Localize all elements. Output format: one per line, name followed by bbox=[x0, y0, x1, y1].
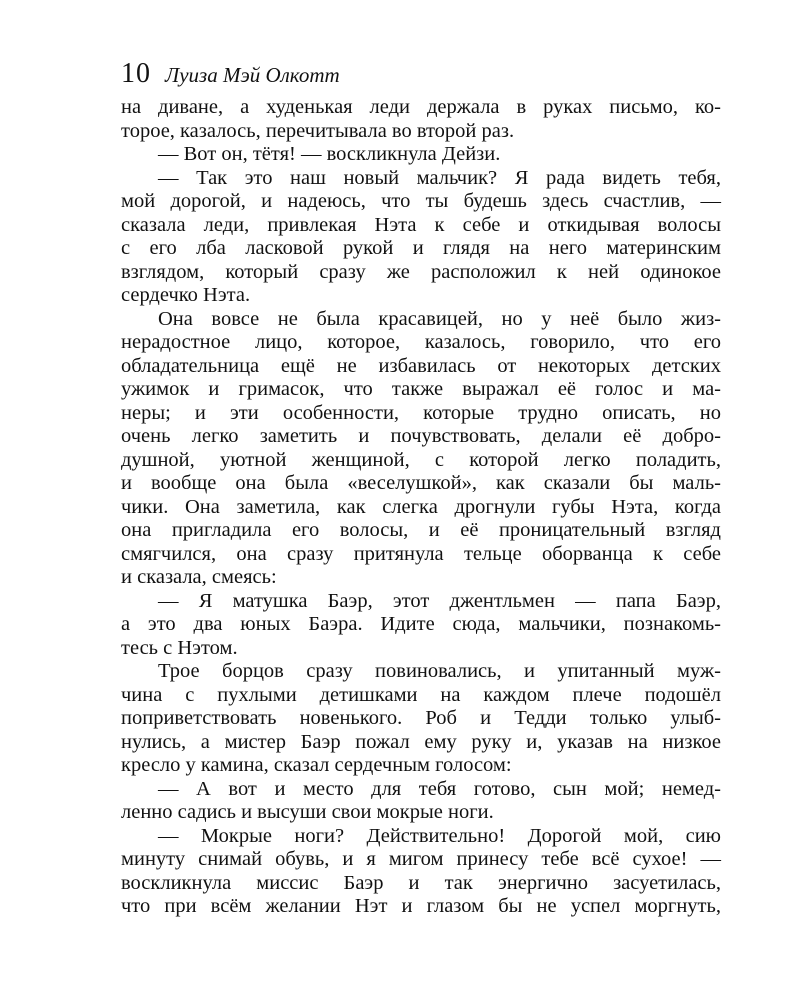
text-line: ленно садись и высуши свои мокрые ноги. bbox=[121, 801, 494, 823]
text-line: и вообще она была «веселушкой», как сказали бы маль- bbox=[121, 472, 721, 494]
text-line: сказала леди, привлекая Нэта к себе и откидывая волосы bbox=[121, 213, 721, 236]
text-line: минуту снимай обувь, и я мигом принесу тебе всё сухое! — bbox=[121, 848, 721, 870]
text-line: — Вот он, тётя! — воскликнула Дейзи. bbox=[158, 143, 501, 165]
text-line: нулись, а мистер Баэр пожал ему руку и, указав на низкое bbox=[121, 730, 721, 753]
text-line: Она вовсе не была красавицей, но у неё было жиз- bbox=[158, 307, 721, 330]
text-line: — Я матушка Баэр, этот джентльмен — папа Баэр, bbox=[158, 589, 721, 612]
text-line: кресло у камина, сказал сердечным голосом: bbox=[121, 754, 512, 776]
text-line: что при всём желании Нэт и глазом бы не успел моргнуть, bbox=[121, 895, 721, 917]
text-line: чина с пухлыми детишками на каждом плече подошёл bbox=[121, 683, 721, 706]
text-line: с его лба ласковой рукой и глядя на него материнским bbox=[121, 237, 721, 259]
text-line: нерадостное лицо, которое, казалось, говорило, что его bbox=[121, 331, 721, 353]
text-line: душной, уютной женщиной, с которой легко поладить, bbox=[121, 448, 721, 471]
text-line: Трое борцов сразу повиновались, и упитанный муж- bbox=[158, 660, 721, 682]
text-line: на диване, а худенькая леди держала в руках письмо, ко- bbox=[121, 96, 721, 118]
text-line: — Мокрые ноги? Действительно! Дорогой мой, сию bbox=[158, 824, 721, 847]
text-line: сердечко Нэта. bbox=[121, 284, 251, 306]
running-head bbox=[121, 58, 340, 90]
text-line: обладательница ещё не избавилась от некоторых детских bbox=[121, 354, 721, 377]
text-line: ужимок и гримасок, что также выражал её голос и ма- bbox=[121, 378, 721, 400]
text-line: торое, казалось, перечитывала во второй раз. bbox=[121, 119, 515, 142]
text-line: очень легко заметить и почувствовать, делали её добро- bbox=[121, 425, 721, 447]
text-line: смягчился, она сразу притянула тельце оборванца к себе bbox=[121, 542, 721, 565]
page-number: 10 bbox=[121, 58, 151, 89]
text-line: — Так это наш новый мальчик? Я рада видеть тебя, bbox=[158, 166, 721, 189]
body-text bbox=[121, 96, 721, 919]
text-line: взглядом, который сразу же расположил к ней одинокое bbox=[121, 260, 721, 283]
text-line: мой дорогой, и надеюсь, что ты будешь здесь счастлив, — bbox=[121, 190, 721, 212]
book-author-header: Луиза Мэй Олкотт bbox=[165, 63, 340, 87]
text-line: неры; и эти особенности, которые трудно описать, но bbox=[121, 401, 721, 424]
text-line: тесь с Нэтом. bbox=[121, 636, 238, 659]
text-line: чики. Она заметила, как слегка дрогнули губы Нэта, когда bbox=[121, 495, 721, 518]
text-line: воскликнула миссис Баэр и так энергично засуетилась, bbox=[121, 871, 721, 894]
text-line: поприветствовать новенького. Роб и Тедди только улыб- bbox=[121, 707, 721, 729]
text-line: она пригладила его волосы, и её проницательный взгляд bbox=[121, 519, 721, 541]
text-line: а это два юных Баэра. Идите сюда, мальчики, познакомь- bbox=[121, 613, 721, 635]
text-line: — А вот и место для тебя готово, сын мой; немед- bbox=[158, 777, 721, 800]
text-line: и сказала, смеясь: bbox=[121, 566, 277, 588]
